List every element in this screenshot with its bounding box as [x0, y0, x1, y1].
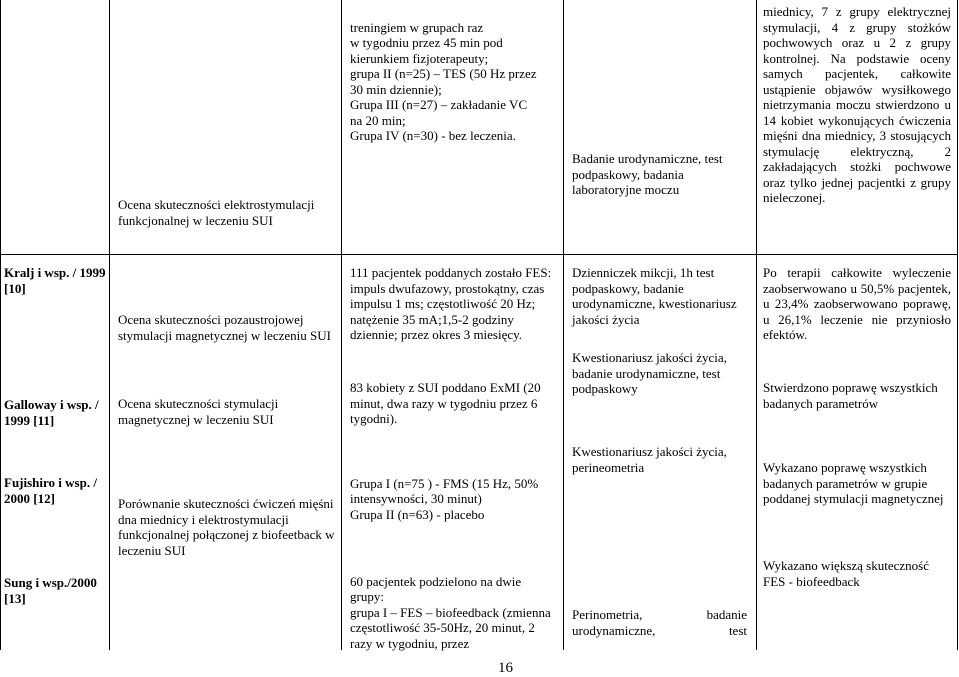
- assess-sung-text: Perinometria, badanie urodynamiczne, test: [572, 607, 747, 638]
- assess-fujishiro: [572, 444, 754, 475]
- results-sung-text: Wykazano większą skuteczność FES - biofeedback: [763, 558, 929, 589]
- method-galloway-text: 83 kobiety z SUI poddano ExMI (20 minut, dwa razy w tygodniu przez 6 tygodni).: [350, 380, 541, 426]
- aim-galloway-text: Ocena skuteczności stymulacji magnetycznej w leczeniu SUI: [118, 396, 279, 427]
- author-sung-text: Sung i wsp./2000 [13]: [4, 575, 97, 606]
- table-border-left: [0, 0, 1, 650]
- method-fujishiro: [350, 460, 558, 522]
- assess-sung: [572, 607, 747, 638]
- top-aim-cell: [118, 197, 336, 228]
- top-assess-text: Badanie urodynamiczne, test podpaskowy, badania laboratoryjne moczu: [572, 151, 723, 197]
- method-kralj: [350, 265, 558, 343]
- results-kralj-text: Po terapii całkowite wyleczenie zaobserwowano u 50,5% pacjentek, u 23,4% zaobserwowano poprawę, u 26,1% leczenie nie przyniosło efektów.: [763, 265, 951, 342]
- aim-kralj-text: Ocena skuteczności pozaustrojowej stymulacji magnetycznej w leczeniu SUI: [118, 312, 331, 343]
- assess-kralj: [572, 265, 754, 327]
- author-galloway-text: Galloway i wsp. / 1999 [11]: [4, 397, 99, 428]
- table-divider-aim: [341, 0, 342, 650]
- aim-kralj: [118, 312, 336, 343]
- method-fujishiro-text: Grupa I (n=75 ) - FMS (15 Hz, 50% intensywności, 30 minut) Grupa II (n=63) - placebo: [350, 475, 539, 522]
- results-fujishiro: [763, 460, 951, 507]
- aim-sung-text: Porównanie skuteczności ćwiczeń mięśni dna miednicy i elektrostymulacji funkcjonalnej połączonej z biofeetback w leczeniu SUI: [118, 496, 335, 558]
- method-galloway: [350, 380, 558, 427]
- author-fujishiro-text: Fujishiro i wsp. / 2000 [12]: [4, 475, 97, 506]
- method-sung-text: 60 pacjentek podzielono na dwie grupy: grupa I – FES – biofeedback (zmienna częstotliwość 35-50Hz, 20 minut, 2 razy w tygodniu, przez: [350, 573, 551, 651]
- aim-sung: [118, 496, 336, 558]
- aim-galloway: [118, 396, 336, 427]
- results-fujishiro-text: Wykazano poprawę wszystkich badanych parametrów w grupie poddanej stymulacji magnetycznej: [763, 460, 944, 506]
- author-fujishiro: [4, 475, 106, 506]
- results-galloway: [763, 380, 951, 411]
- top-results-cell: [763, 4, 951, 206]
- top-results-text: miednicy, 7 z grupy elektrycznej stymulacji, 4 z grupy stożków pochwowych oraz u 2 z grupy kontrolnej. Na podstawie oceny samych pacjentek, całkowite ustąpienie objawów wysiłkowego nietrzymania moczu stwierdzono u 14 kobiet wykonujących ćwiczenia mięśni dna miednicy, 3 stosujących stymulację elektryczną, 2 zakładających stożki pochwowe oraz tylko jednej pacjentki z grupy nieleczonej.: [763, 4, 951, 205]
- top-assess-cell: [572, 151, 752, 198]
- top-method-cell: [350, 4, 558, 144]
- results-kralj: [763, 265, 951, 343]
- results-galloway-text: Stwierdzono poprawę wszystkich badanych parametrów: [763, 380, 938, 411]
- top-method-text: treningiem w grupach raz w tygodniu przez 45 min pod kierunkiem fizjoterapeuty; grupa II (n=25) – TES (50 Hz przez 30 min dziennie); Grupa III (n=27) – zakładanie VC na 20 min; Grupa IV (n=30) - bez leczenia.: [350, 19, 537, 143]
- method-sung: [350, 558, 558, 651]
- table-divider-author: [109, 0, 110, 650]
- method-kralj-text: 111 pacjentek poddanych zostało FES: impuls dwufazowy, prostokątny, czas impulsu 1 ms; częstotliwość 20 Hz; natężenie 35 mA;1,5-2 godziny dziennie; przez okres 3 miesięcy.: [350, 265, 552, 342]
- author-kralj-text: Kralj i wsp. / 1999 [10]: [4, 265, 106, 296]
- assess-galloway-text: Kwestionariusz jakości życia, badanie urodynamiczne, test podpaskowy: [572, 350, 727, 396]
- top-aim-text: Ocena skuteczności elektrostymulacji funkcjonalnej w leczeniu SUI: [118, 197, 315, 228]
- assess-galloway: [572, 350, 754, 397]
- author-kralj: [4, 265, 106, 296]
- page-number: 16: [498, 660, 513, 676]
- table-divider-method: [563, 0, 564, 650]
- table-divider-assess: [756, 0, 757, 650]
- results-sung: [763, 558, 951, 589]
- table-row-separator: [0, 254, 958, 255]
- table-border-right: [957, 0, 958, 650]
- assess-kralj-text: Dzienniczek mikcji, 1h test podpaskowy, badanie urodynamiczne, kwestionariusz jakości życia: [572, 265, 737, 327]
- assess-fujishiro-text: Kwestionariusz jakości życia, perineometria: [572, 444, 727, 475]
- author-sung: [4, 575, 106, 606]
- author-galloway: [4, 397, 106, 428]
